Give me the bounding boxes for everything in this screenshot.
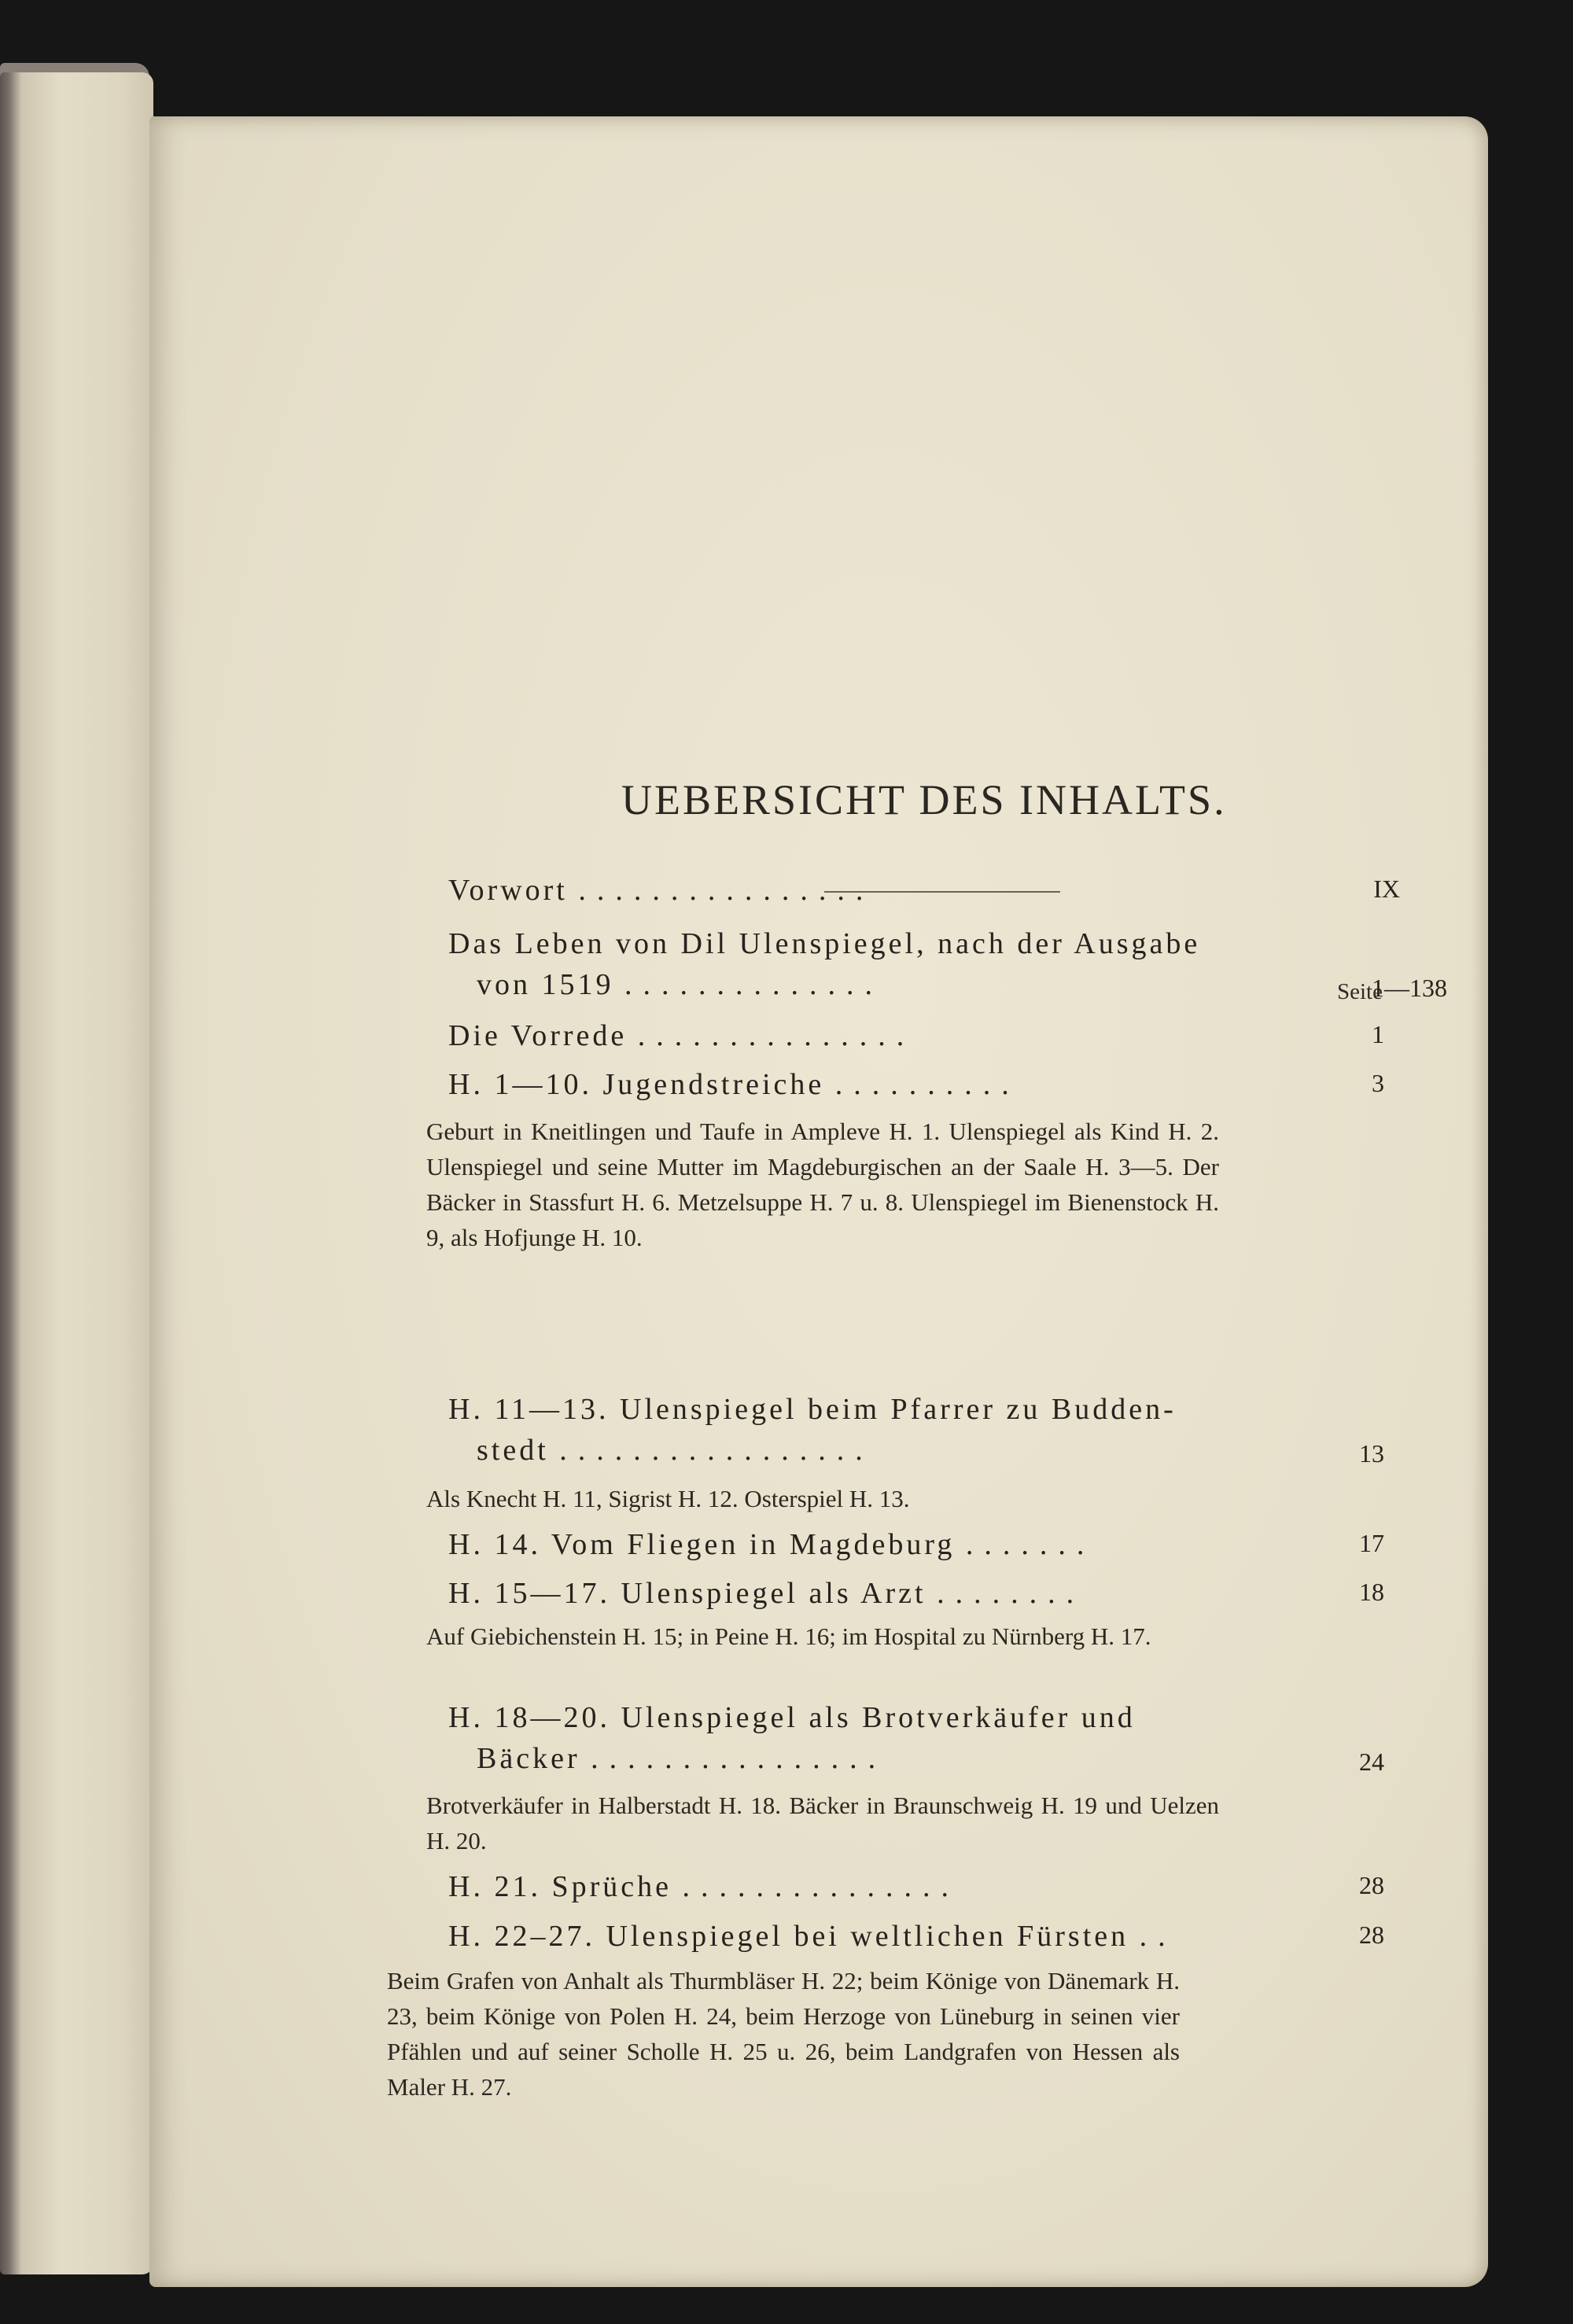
toc-entry: H. 11—13. Ulenspiegel beim Pfarrer zu Budden- stedt ................. 13 [448, 1393, 1384, 1468]
toc-entry: H. 21. Sprüche ............... 28 [448, 1870, 1384, 1903]
toc-entry: Vorwort ................ IX [448, 874, 1400, 907]
toc-entry: Die Vorrede ............... 1 [448, 1019, 1384, 1052]
entry-page: 17 [1359, 1529, 1384, 1557]
entry-heading: H. 14. Vom Fliegen in Magdeburg [448, 1528, 956, 1561]
entry-heading: H. 21. Sprüche [448, 1870, 672, 1903]
entry-page: IX [1373, 875, 1400, 903]
book-page [149, 116, 1488, 2287]
entry-page: 28 [1359, 1921, 1384, 1949]
entry-heading: H. 15—17. Ulenspiegel als Arzt [448, 1577, 926, 1610]
entry-heading-continued: stedt [477, 1434, 549, 1467]
entry-description: Auf Giebichenstein H. 15; in Peine H. 16; im Hospital zu Nürnberg H. 17. [426, 1622, 1151, 1650]
entry-heading: Die Vorrede [448, 1019, 628, 1052]
entry-page: 28 [1359, 1871, 1384, 1899]
toc-entry: Das Leben von Dil Ulenspiegel, nach der Ausgabe von 1519 .............. 1—138 [448, 927, 1447, 1002]
toc-entry: H. 14. Vom Fliegen in Magdeburg ....... 17 [448, 1528, 1384, 1561]
entry-heading: Vorwort [448, 874, 568, 907]
column-header-seite: Seite [1337, 979, 1383, 1004]
entry-heading: Das Leben von Dil Ulenspiegel, nach der Ausgabe [448, 927, 1201, 960]
entry-page: 18 [1359, 1578, 1384, 1606]
toc-entry: H. 15—17. Ulenspiegel als Arzt ........ 18 [448, 1577, 1384, 1610]
entry-description: Geburt in Kneitlingen und Taufe in Ampleve H. 1. Ulenspiegel als Kind H. 2. Ulenspiegel und seine Mutter im Magdeburgischen an der Saale H. 3—5. Der Bäcker in Stassfurt H. 6. Metzelsuppe H. 7 u. 8. Ulenspiegel im Bienenstock H. 9, als Hofjunge H. 10. [426, 1118, 1219, 1251]
entry-description: Brotverkäufer in Halberstadt H. 18. Bäcker in Braunschweig H. 19 und Uelzen H. 20. [426, 1792, 1219, 1854]
toc-entry: H. 22–27. Ulenspiegel bei weltlichen Fürsten .. 28 [448, 1920, 1384, 1953]
page-title: UEBERSICHT DES INHALTS. [621, 776, 1227, 823]
entry-heading-continued: von 1519 [477, 968, 614, 1001]
left-page-edge [0, 72, 153, 2274]
entry-page: 1 [1372, 1020, 1384, 1048]
entry-heading: H. 1—10. Jugendstreiche [448, 1068, 825, 1101]
entry-heading-continued: Bäcker [477, 1742, 580, 1775]
toc-entry: H. 18—20. Ulenspiegel als Brotverkäufer und Bäcker ................ 24 [448, 1701, 1384, 1776]
entry-page: 13 [1359, 1439, 1384, 1468]
entry-description: Als Knecht H. 11, Sigrist H. 12. Osterspiel H. 13. [426, 1485, 910, 1512]
toc-entry: H. 1—10. Jugendstreiche .......... 3 [448, 1068, 1384, 1101]
entry-page: 24 [1359, 1748, 1384, 1776]
entry-description: Beim Grafen von Anhalt als Thurmbläser H. 22; beim Könige von Dänemark H. 23, beim Könige von Polen H. 24, beim Herzoge von Lüneburg in seinen vier Pfählen und auf seiner Scholle H. 25 u. 26, beim Landgrafen von Hessen als Maler H. 27. [387, 1967, 1180, 2101]
entry-heading: H. 18—20. Ulenspiegel als Brotverkäufer und [448, 1701, 1136, 1734]
entry-heading: H. 22–27. Ulenspiegel bei weltlichen Fürsten [448, 1920, 1129, 1953]
entry-heading: H. 11—13. Ulenspiegel beim Pfarrer zu Budden- [448, 1393, 1177, 1426]
entry-page: 3 [1372, 1069, 1384, 1097]
entry-page: 1—138 [1372, 974, 1447, 1002]
